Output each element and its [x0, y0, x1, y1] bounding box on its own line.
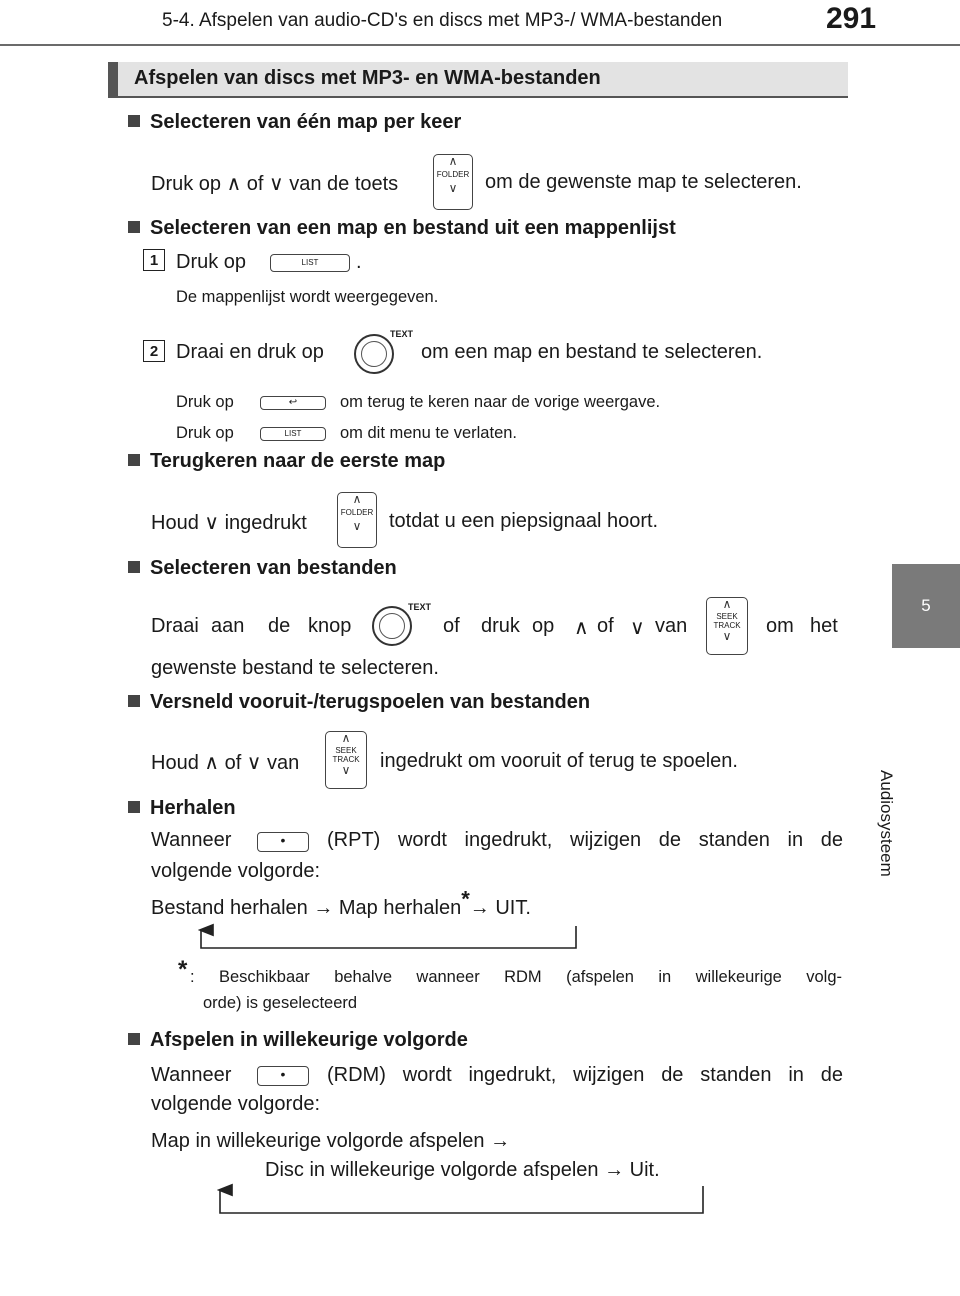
text-s6-seq: Bestand herhalen → Map herhalen*→ UIT. [151, 886, 531, 919]
text-step1-before: Druk op [176, 251, 247, 273]
text-note2-before: Druk op [176, 424, 234, 442]
step-number-1: 1 [143, 249, 165, 271]
footnote-star: * [178, 956, 188, 983]
heading-select-files: Selecteren van bestanden [128, 557, 397, 580]
back-button-icon: ↩ [260, 396, 326, 410]
text-s7-b: (RDM) wordt ingedrukt, wijzigen de standen in de [327, 1064, 843, 1086]
text-s7-a: Wanneer [151, 1064, 232, 1086]
text-s4-w11: van [655, 615, 688, 637]
list-button-small-icon: LIST [260, 427, 326, 441]
folder-button-icon: ∧ FOLDER ∨ [433, 154, 473, 210]
text-step2-after: om een map en bestand te selecteren. [421, 341, 763, 363]
text-s6-line2: volgende volgorde: [151, 860, 321, 882]
text-note1-after: om terug te keren naar de vorige weergave. [340, 393, 661, 411]
text-s4-w10: ∨ [630, 617, 645, 639]
knob-text-label: TEXT [408, 602, 432, 612]
text-s4-w1: Draai [151, 615, 199, 637]
heading-first-folder: Terugkeren naar de eerste map [128, 450, 445, 473]
text-s7-line2: volgende volgorde: [151, 1093, 321, 1115]
text-s7-seq2: Disc in willekeurige volgorde afspelen → Uit. [265, 1159, 660, 1181]
text-step1-after: . [356, 251, 362, 273]
text-s4-w8: ∧ [574, 617, 589, 639]
repeat-cycle-arrow [201, 926, 576, 948]
text-s4-w12: om [766, 615, 794, 637]
heading-select-from-list: Selecteren van een map en bestand uit een mappenlijst [128, 217, 676, 240]
step-number-2: 2 [143, 340, 165, 362]
seek-track-button-icon: ∧ SEEK TRACK ∨ [325, 731, 367, 789]
heading-select-folder: Selecteren van één map per keer [128, 111, 461, 134]
rdm-button-icon: • [257, 1066, 309, 1086]
text-s4-w4: knop [308, 615, 352, 637]
text-s6-a: Wanneer [151, 829, 232, 851]
text-s1-after: om de gewenste map te selecteren. [485, 171, 802, 193]
list-button-icon: LIST [270, 254, 350, 272]
heading-fast-forward: Versneld vooruit-/terugspoelen van bestanden [128, 691, 590, 714]
text-s4-w13: het [810, 615, 838, 637]
section-title: Afspelen van discs met MP3- en WMA-bestanden [134, 67, 601, 89]
text-s4-w7: op [532, 615, 555, 637]
page-number: 291 [826, 2, 877, 35]
text-s7-seq1: Map in willekeurige volgorde afspelen → [151, 1130, 511, 1152]
text-s4-line2: gewenste bestand te selecteren. [151, 657, 439, 679]
text-s4-w6: druk [481, 615, 520, 637]
rpt-button-icon: • [257, 832, 309, 852]
folder-button-icon: ∧ FOLDER ∨ [337, 492, 377, 548]
footnote-line1: : Beschikbaar behalve wanneer RDM (afspelen in willekeurige volg- [190, 968, 842, 986]
text-s4-w5: of [443, 615, 460, 637]
heading-repeat: Herhalen [128, 797, 236, 820]
heading-random: Afspelen in willekeurige volgorde [128, 1029, 468, 1052]
text-s3-after: totdat u een piepsignaal hoort. [389, 510, 659, 532]
text-s4-w2: aan [211, 615, 245, 637]
footnote-line2: orde) is geselecteerd [203, 994, 358, 1012]
text-s1-before: Druk op ∧ of ∨ van de toets [151, 173, 399, 195]
text-s5-before: Houd ∧ of ∨ van [151, 752, 300, 774]
text-note2-after: om dit menu te verlaten. [340, 424, 518, 442]
text-s5-after: ingedrukt om vooruit of terug te spoelen. [380, 750, 738, 772]
text-s6-b: (RPT) wordt ingedrukt, wijzigen de standen in de [327, 829, 843, 851]
seek-track-button-icon: ∧ SEEK TRACK ∨ [706, 597, 748, 655]
text-step2-before: Draai en druk op [176, 341, 324, 363]
knob-text-label: TEXT [390, 329, 414, 339]
text-s4-w3: de [268, 615, 291, 637]
text-s4-w9: of [597, 615, 614, 637]
text-note1-before: Druk op [176, 393, 234, 411]
text-step1-note: De mappenlijst wordt weergegeven. [176, 288, 439, 306]
chapter-tab: 5 [892, 564, 960, 648]
running-header: 5-4. Afspelen van audio-CD's en discs met MP3-/ WMA-bestanden [162, 10, 723, 31]
chapter-label: Audiosysteem [877, 770, 896, 877]
text-s3-before: Houd ∨ ingedrukt [151, 512, 307, 534]
random-cycle-arrow [220, 1186, 703, 1213]
